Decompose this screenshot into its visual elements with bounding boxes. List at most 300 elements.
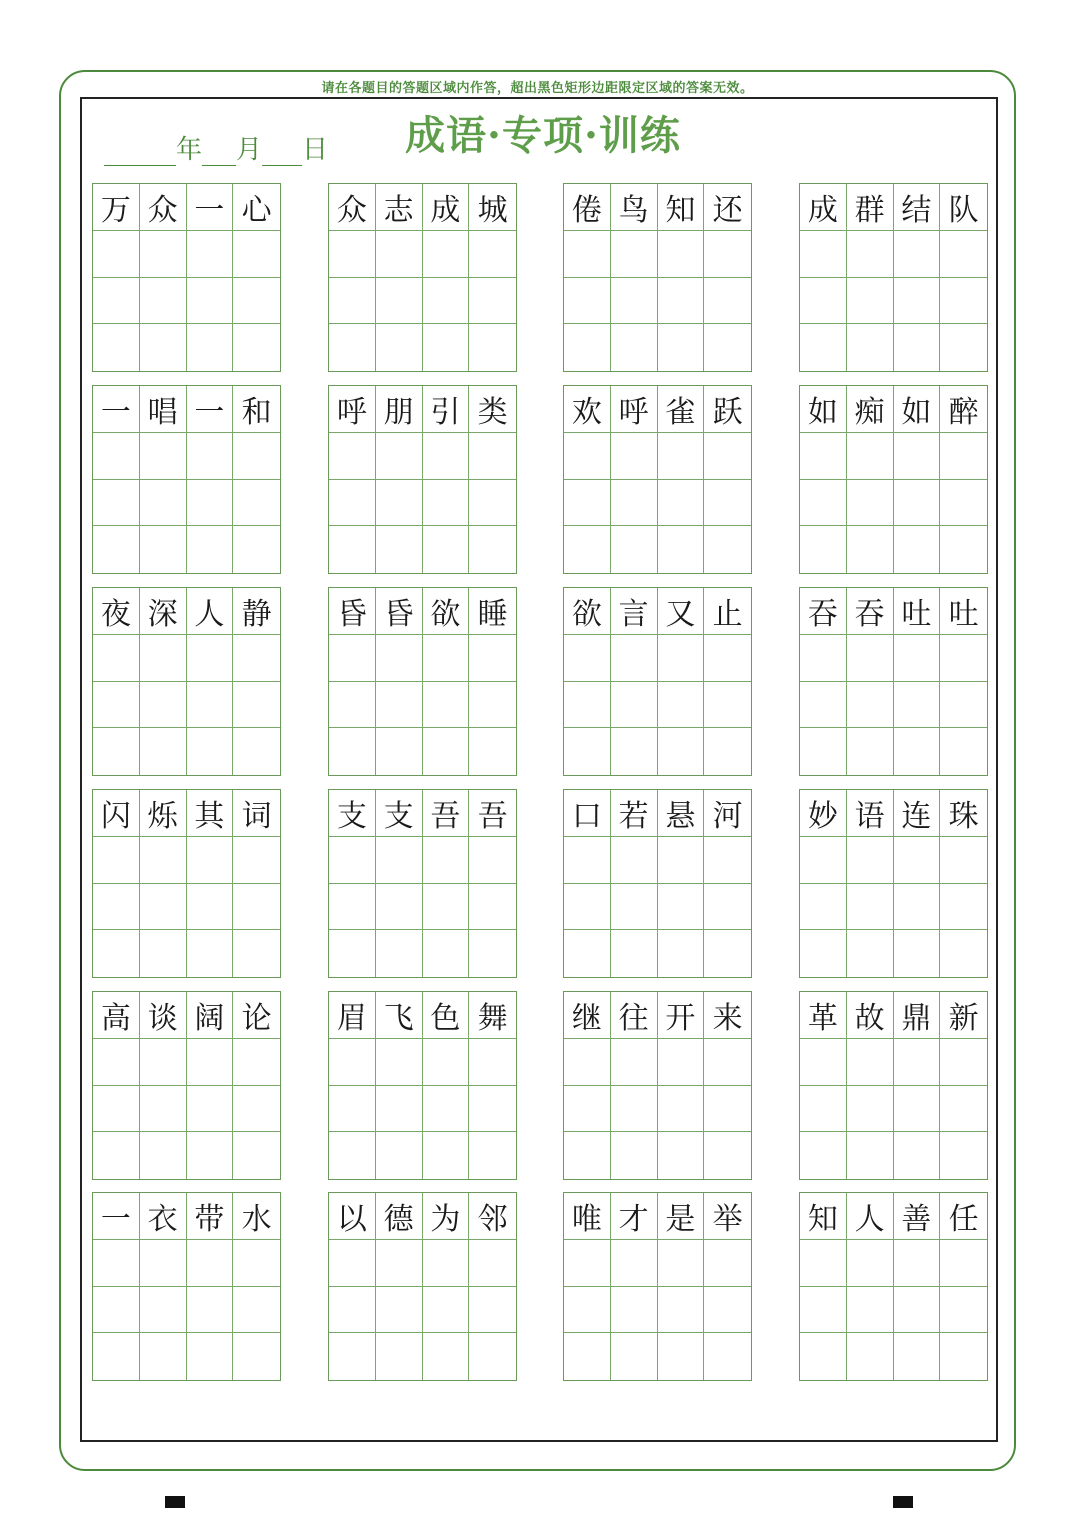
practice-cell[interactable] [658,884,705,931]
practice-cell[interactable] [93,324,140,371]
practice-cell[interactable] [187,1039,234,1086]
practice-cell[interactable] [611,1132,658,1179]
practice-cell[interactable] [564,884,611,931]
practice-cell[interactable] [894,1333,941,1380]
practice-cell[interactable] [329,1287,376,1334]
practice-cell[interactable] [187,728,234,775]
practice-cell[interactable] [187,433,234,480]
practice-cell[interactable] [329,278,376,325]
practice-cell[interactable] [376,1039,423,1086]
practice-cell[interactable] [611,480,658,527]
practice-cell[interactable] [469,837,516,884]
practice-cell[interactable] [329,682,376,729]
practice-cell[interactable] [658,433,705,480]
practice-cell[interactable] [423,635,470,682]
idiom-character: 故 [847,992,894,1039]
practice-cell[interactable] [329,884,376,931]
practice-cell[interactable] [140,930,187,977]
practice-cell[interactable] [894,635,941,682]
practice-cell[interactable] [233,1039,280,1086]
practice-cell[interactable] [376,526,423,573]
practice-cell[interactable] [187,1132,234,1179]
practice-cell[interactable] [233,1333,280,1380]
practice-cell[interactable] [800,930,847,977]
practice-cell[interactable] [93,1240,140,1287]
practice-cell[interactable] [704,1240,751,1287]
practice-cell[interactable] [564,1333,611,1380]
practice-cell[interactable] [894,930,941,977]
practice-cell[interactable] [564,231,611,278]
practice-cell[interactable] [93,231,140,278]
practice-cell[interactable] [564,1132,611,1179]
practice-cell[interactable] [469,480,516,527]
practice-cell[interactable] [469,231,516,278]
practice-cell[interactable] [233,728,280,775]
practice-cell[interactable] [611,433,658,480]
practice-cell[interactable] [658,728,705,775]
practice-cell[interactable] [800,278,847,325]
practice-cell[interactable] [704,324,751,371]
practice-cell[interactable] [704,480,751,527]
practice-cell[interactable] [894,1086,941,1133]
practice-cell[interactable] [423,1287,470,1334]
practice-cell[interactable] [704,1132,751,1179]
practice-cell[interactable] [894,526,941,573]
practice-cell[interactable] [233,480,280,527]
practice-cell[interactable] [376,682,423,729]
practice-cell[interactable] [847,930,894,977]
practice-cell[interactable] [658,1240,705,1287]
practice-cell[interactable] [187,884,234,931]
practice-cell[interactable] [423,433,470,480]
practice-cell[interactable] [894,480,941,527]
practice-cell[interactable] [611,278,658,325]
practice-cell[interactable] [847,526,894,573]
practice-cell[interactable] [93,884,140,931]
practice-cell[interactable] [940,1039,987,1086]
practice-cell[interactable] [800,433,847,480]
practice-cell[interactable] [93,480,140,527]
practice-cell[interactable] [187,930,234,977]
practice-cell[interactable] [564,635,611,682]
practice-cell[interactable] [469,1240,516,1287]
practice-cell[interactable] [658,1287,705,1334]
practice-cell[interactable] [894,884,941,931]
practice-cell[interactable] [800,231,847,278]
practice-cell[interactable] [704,1086,751,1133]
practice-cell[interactable] [423,1132,470,1179]
practice-cell[interactable] [658,1086,705,1133]
idiom-character: 醉 [940,386,987,433]
practice-cell[interactable] [329,1132,376,1179]
practice-cell[interactable] [847,682,894,729]
practice-cell[interactable] [564,278,611,325]
practice-cell[interactable] [329,526,376,573]
practice-cell[interactable] [564,480,611,527]
practice-cell[interactable] [187,231,234,278]
practice-cell[interactable] [233,1086,280,1133]
practice-cell[interactable] [658,1039,705,1086]
practice-cell[interactable] [940,884,987,931]
practice-cell[interactable] [376,884,423,931]
practice-cell[interactable] [847,480,894,527]
practice-cell[interactable] [800,324,847,371]
practice-cell[interactable] [233,1132,280,1179]
day-blank[interactable] [262,141,302,166]
practice-cell[interactable] [704,728,751,775]
practice-cell[interactable] [611,635,658,682]
practice-cell[interactable] [940,1287,987,1334]
practice-cell[interactable] [704,433,751,480]
practice-cell[interactable] [658,930,705,977]
practice-cell[interactable] [704,837,751,884]
practice-cell[interactable] [469,433,516,480]
practice-cell[interactable] [894,1132,941,1179]
practice-cell[interactable] [376,231,423,278]
practice-cell[interactable] [658,1333,705,1380]
practice-cell[interactable] [469,884,516,931]
practice-cell[interactable] [800,728,847,775]
practice-cell[interactable] [469,278,516,325]
practice-cell[interactable] [376,837,423,884]
practice-cell[interactable] [940,1333,987,1380]
practice-cell[interactable] [233,231,280,278]
practice-cell[interactable] [658,278,705,325]
practice-cell[interactable] [894,278,941,325]
practice-cell[interactable] [847,1039,894,1086]
practice-cell[interactable] [187,635,234,682]
practice-cell[interactable] [940,324,987,371]
practice-cell[interactable] [469,682,516,729]
practice-cell[interactable] [800,1333,847,1380]
practice-cell[interactable] [611,930,658,977]
practice-cell[interactable] [469,728,516,775]
practice-cell[interactable] [940,837,987,884]
practice-cell[interactable] [376,1240,423,1287]
practice-cell[interactable] [658,1132,705,1179]
practice-cell[interactable] [140,526,187,573]
practice-cell[interactable] [800,1132,847,1179]
practice-cell[interactable] [93,682,140,729]
practice-cell[interactable] [233,278,280,325]
practice-cell[interactable] [847,837,894,884]
practice-cell[interactable] [329,635,376,682]
practice-cell[interactable] [469,1086,516,1133]
practice-cell[interactable] [376,635,423,682]
practice-cell[interactable] [233,837,280,884]
practice-cell[interactable] [611,1287,658,1334]
practice-cell[interactable] [847,1086,894,1133]
practice-cell[interactable] [376,1333,423,1380]
practice-cell[interactable] [233,930,280,977]
practice-cell[interactable] [847,231,894,278]
practice-cell[interactable] [93,635,140,682]
practice-cell[interactable] [800,1287,847,1334]
practice-cell[interactable] [187,526,234,573]
practice-cell[interactable] [847,884,894,931]
practice-cell[interactable] [140,1039,187,1086]
practice-cell[interactable] [187,1333,234,1380]
practice-cell[interactable] [376,930,423,977]
practice-cell[interactable] [658,682,705,729]
practice-cell[interactable] [329,324,376,371]
practice-cell[interactable] [800,526,847,573]
practice-cell[interactable] [233,682,280,729]
practice-cell[interactable] [704,682,751,729]
practice-cell[interactable] [611,1086,658,1133]
practice-cell[interactable] [847,1333,894,1380]
practice-cell[interactable] [469,930,516,977]
practice-cell[interactable] [93,526,140,573]
practice-cell[interactable] [187,837,234,884]
practice-cell[interactable] [187,480,234,527]
practice-cell[interactable] [93,728,140,775]
practice-cell[interactable] [140,1132,187,1179]
idiom-block [563,1192,752,1381]
practice-cell[interactable] [93,1039,140,1086]
practice-cell[interactable] [233,433,280,480]
practice-cell[interactable] [564,526,611,573]
practice-cell[interactable] [611,1333,658,1380]
practice-cell[interactable] [329,1039,376,1086]
practice-cell[interactable] [800,480,847,527]
practice-cell[interactable] [800,837,847,884]
practice-cell[interactable] [376,278,423,325]
practice-cell[interactable] [423,837,470,884]
practice-cell[interactable] [704,526,751,573]
practice-cell[interactable] [93,278,140,325]
practice-cell[interactable] [800,1039,847,1086]
practice-cell[interactable] [940,433,987,480]
practice-cell[interactable] [140,1333,187,1380]
practice-cell[interactable] [564,1039,611,1086]
practice-cell[interactable] [894,433,941,480]
practice-cell[interactable] [329,1240,376,1287]
practice-cell[interactable] [469,635,516,682]
practice-cell[interactable] [187,1240,234,1287]
practice-cell[interactable] [376,1132,423,1179]
practice-cell[interactable] [469,1039,516,1086]
practice-cell[interactable] [233,635,280,682]
practice-cell[interactable] [329,433,376,480]
practice-cell[interactable] [233,884,280,931]
practice-cell[interactable] [800,635,847,682]
practice-cell[interactable] [704,930,751,977]
practice-cell[interactable] [800,884,847,931]
practice-cell[interactable] [140,433,187,480]
practice-cell[interactable] [611,837,658,884]
practice-cell[interactable] [329,231,376,278]
practice-cell[interactable] [423,1240,470,1287]
practice-cell[interactable] [564,837,611,884]
practice-cell[interactable] [423,1333,470,1380]
practice-cell[interactable] [847,324,894,371]
practice-cell[interactable] [847,728,894,775]
practice-cell[interactable] [329,1086,376,1133]
practice-cell[interactable] [658,526,705,573]
practice-cell[interactable] [564,728,611,775]
practice-cell[interactable] [376,324,423,371]
idiom-character: 知 [658,184,705,231]
practice-cell[interactable] [93,1086,140,1133]
practice-cell[interactable] [423,278,470,325]
idiom-character: 一 [93,1193,140,1240]
practice-cell[interactable] [894,1039,941,1086]
practice-cell[interactable] [376,1086,423,1133]
practice-cell[interactable] [376,1287,423,1334]
practice-cell[interactable] [847,1287,894,1334]
practice-cell[interactable] [329,480,376,527]
practice-cell[interactable] [704,1333,751,1380]
practice-cell[interactable] [894,837,941,884]
practice-cell[interactable] [140,837,187,884]
practice-cell[interactable] [423,480,470,527]
practice-cell[interactable] [800,682,847,729]
practice-cell[interactable] [611,526,658,573]
practice-cell[interactable] [658,480,705,527]
practice-cell[interactable] [93,1333,140,1380]
practice-cell[interactable] [423,728,470,775]
practice-cell[interactable] [847,1132,894,1179]
idiom-character: 昏 [376,588,423,635]
practice-cell[interactable] [140,278,187,325]
practice-cell[interactable] [658,324,705,371]
practice-cell[interactable] [469,324,516,371]
practice-cell[interactable] [611,1240,658,1287]
practice-cell[interactable] [704,635,751,682]
practice-cell[interactable] [564,324,611,371]
practice-cell[interactable] [233,324,280,371]
practice-cell[interactable] [940,728,987,775]
practice-cell[interactable] [704,1287,751,1334]
practice-cell[interactable] [894,231,941,278]
practice-cell[interactable] [940,635,987,682]
practice-cell[interactable] [469,1333,516,1380]
practice-cell[interactable] [940,930,987,977]
practice-cell[interactable] [940,231,987,278]
practice-cell[interactable] [940,526,987,573]
practice-cell[interactable] [704,1039,751,1086]
practice-cell[interactable] [469,1132,516,1179]
practice-cell[interactable] [847,635,894,682]
practice-cell[interactable] [704,884,751,931]
practice-cell[interactable] [704,278,751,325]
practice-cell[interactable] [93,433,140,480]
practice-cell[interactable] [469,526,516,573]
practice-cell[interactable] [658,231,705,278]
practice-cell[interactable] [894,1240,941,1287]
practice-cell[interactable] [423,526,470,573]
practice-cell[interactable] [187,1287,234,1334]
practice-cell[interactable] [611,728,658,775]
practice-cell[interactable] [704,231,751,278]
practice-cell[interactable] [233,1240,280,1287]
practice-cell[interactable] [329,837,376,884]
practice-cell[interactable] [564,1287,611,1334]
practice-cell[interactable] [140,1240,187,1287]
practice-cell[interactable] [329,728,376,775]
practice-cell[interactable] [233,1287,280,1334]
practice-cell[interactable] [940,1132,987,1179]
practice-cell[interactable] [940,1086,987,1133]
practice-cell[interactable] [93,1287,140,1334]
practice-cell[interactable] [564,1086,611,1133]
practice-cell[interactable] [376,480,423,527]
practice-cell[interactable] [800,1240,847,1287]
practice-cell[interactable] [329,1333,376,1380]
practice-cell[interactable] [611,324,658,371]
practice-cell[interactable] [140,682,187,729]
practice-cell[interactable] [423,231,470,278]
practice-cell[interactable] [894,682,941,729]
practice-cell[interactable] [376,728,423,775]
practice-cell[interactable] [658,837,705,884]
practice-cell[interactable] [564,433,611,480]
practice-cell[interactable] [140,324,187,371]
practice-cell[interactable] [423,1039,470,1086]
practice-cell[interactable] [93,837,140,884]
month-blank[interactable] [202,141,236,166]
practice-cell[interactable] [423,884,470,931]
practice-cell[interactable] [940,278,987,325]
practice-cell[interactable] [233,526,280,573]
practice-cell[interactable] [187,278,234,325]
practice-cell[interactable] [847,433,894,480]
practice-cell[interactable] [469,1287,516,1334]
practice-cell[interactable] [140,231,187,278]
practice-cell[interactable] [93,930,140,977]
practice-cell[interactable] [894,324,941,371]
practice-cell[interactable] [376,433,423,480]
practice-cell[interactable] [329,930,376,977]
practice-cell[interactable] [93,1132,140,1179]
practice-cell[interactable] [847,278,894,325]
practice-cell[interactable] [140,728,187,775]
practice-cell[interactable] [940,682,987,729]
practice-cell[interactable] [140,1086,187,1133]
practice-cell[interactable] [187,682,234,729]
practice-cell[interactable] [423,324,470,371]
practice-cell[interactable] [564,1240,611,1287]
idiom-character: 一 [187,184,234,231]
practice-cell[interactable] [611,231,658,278]
practice-cell[interactable] [564,930,611,977]
practice-cell[interactable] [423,930,470,977]
practice-cell[interactable] [847,1240,894,1287]
idiom-character: 水 [233,1193,280,1240]
practice-cell[interactable] [423,682,470,729]
year-blank[interactable] [104,141,176,166]
practice-cell[interactable] [423,1086,470,1133]
practice-cell[interactable] [187,1086,234,1133]
practice-cell[interactable] [564,682,611,729]
practice-cell[interactable] [658,635,705,682]
idiom-character: 带 [187,1193,234,1240]
practice-cell[interactable] [611,682,658,729]
practice-cell[interactable] [140,884,187,931]
practice-cell[interactable] [894,1287,941,1334]
practice-cell[interactable] [611,884,658,931]
practice-cell[interactable] [800,1086,847,1133]
practice-cell[interactable] [140,635,187,682]
practice-cell[interactable] [140,1287,187,1334]
practice-cell[interactable] [894,728,941,775]
practice-cell[interactable] [140,480,187,527]
practice-cell[interactable] [611,1039,658,1086]
practice-cell[interactable] [187,324,234,371]
practice-cell[interactable] [940,1240,987,1287]
practice-cell[interactable] [940,480,987,527]
